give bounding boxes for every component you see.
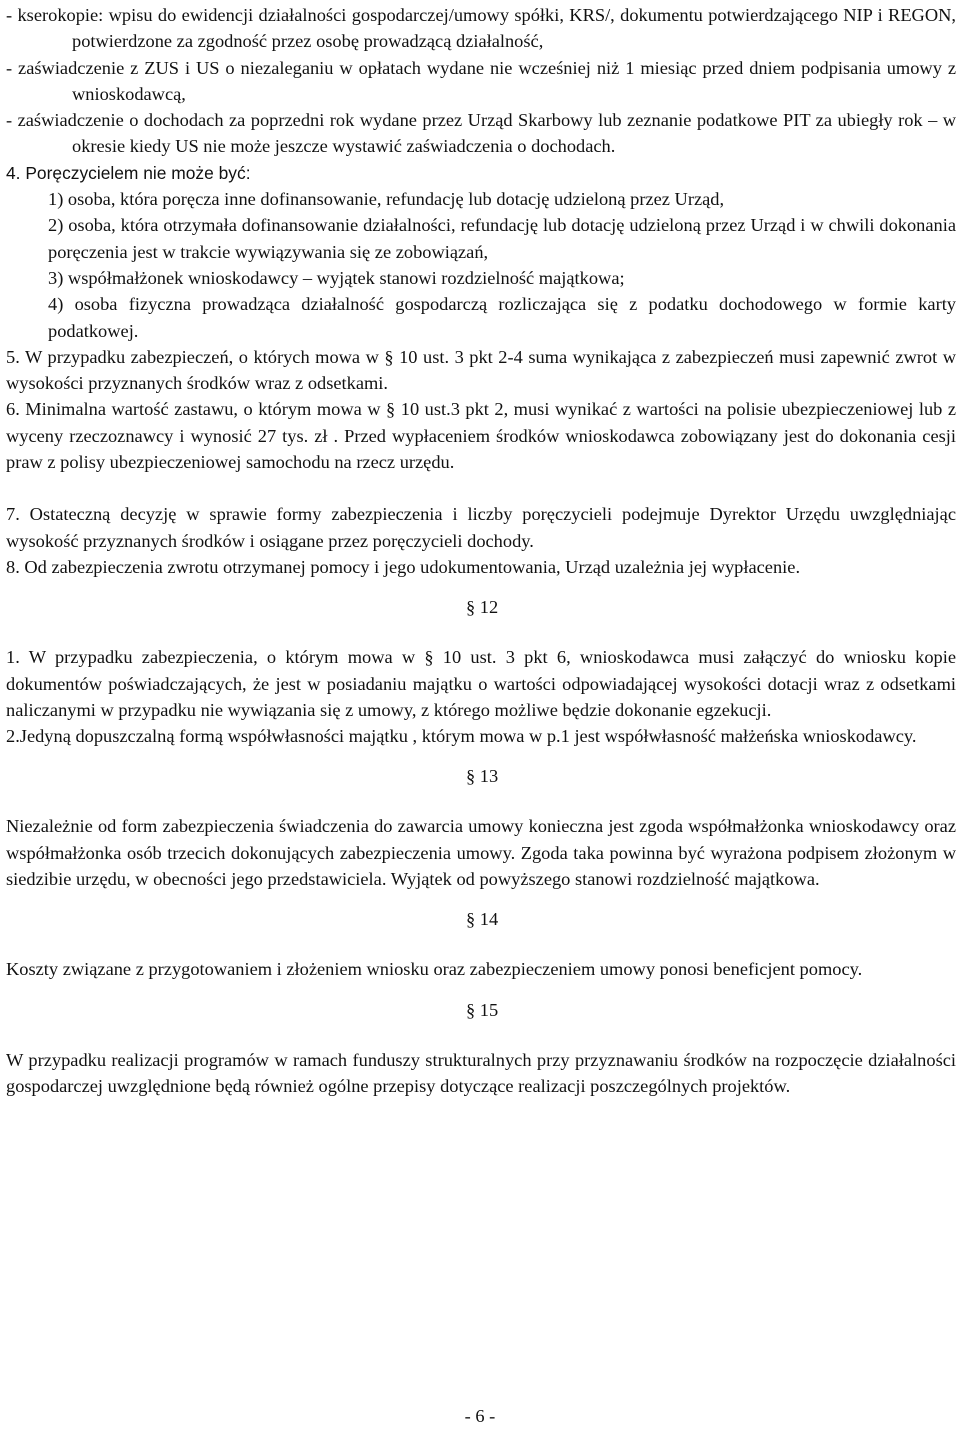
intro-item-documents: - kserokopie: wpisu do ewidencji działalności gospodarczej/umowy spółki, KRS/, dokumentu potwierdzającego NIP i REGON, potwierdzone za zgodność przez osobę prowadzącą działalność,	[6, 5, 956, 52]
section-14-paragraph: Koszty związane z przygotowaniem i złożeniem wniosku oraz zabezpieczeniem umowy ponosi beneficjent pomocy.	[6, 959, 863, 980]
point-4-heading: 4. Poręczycielem nie może być:	[6, 162, 251, 183]
section-12-paragraph-1: 1. W przypadku zabezpieczenia, o którym mowa w § 10 ust. 3 pkt 6, wnioskodawca musi załączyć do wniosku kopie dokumentów poświadczających, że jest w posiadaniu majątku o wartości odpowiadającej wysokości dotacji wraz z odsetkami naliczanymi w przypadku nie wywiązania się z umowy, z którego możliwe będzie dokonanie egzekucji.	[6, 647, 956, 720]
point-8: 8. Od zabezpieczenia zwrotu otrzymanej pomocy i jego udokumentowania, Urząd uzależnia jej wypłacenie.	[6, 556, 801, 577]
point-5: 5. W przypadku zabezpieczeń, o których mowa w § 10 ust. 3 pkt 2-4 suma wynikająca z zabezpieczeń musi zapewnić zwrot w wysokości przyznanych środków wraz z odsetkami.	[6, 346, 956, 394]
document-page	[6, 2, 956, 1099]
intro-item-zus-us-certificate: - zaświadczenie z ZUS i US o niezaleganiu w opłatach wydane nie wcześniej niż 1 miesiąc przed dniem podpisania umowy z wnioskodawcą,	[6, 57, 956, 104]
point-6: 6. Minimalna wartość zastawu, o którym mowa w § 10 ust.3 pkt 2, musi wynikać z wartości na polisie ubezpieczeniowej lub z wyceny rzeczoznawcy i wynosić 27 tys. zł . Przed wypłaceniem środków wnioskodawca zobowiązany jest do dokonania cesji praw z polisy ubezpieczeniowej samochodu na rzecz urzędu.	[6, 399, 956, 473]
point-4-item-1: 1) osoba, która poręcza inne dofinansowanie, refundację lub dotację udzieloną przez Urząd,	[48, 189, 725, 210]
section-13-paragraph: Niezależnie od form zabezpieczenia świadczenia do zawarcia umowy konieczna jest zgoda współmałżonka wnioskodawcy oraz współmałżonka osób trzecich dokonujących zabezpieczenia umowy. Zgoda taka powinna być wyrażona podpisem złożonym w siedzibie urzędu, w obecności jego przedstawiciela. Wyjątek od powyższego stanowi rozdzielność majątkowa.	[6, 816, 956, 890]
point-4-item-2: 2) osoba, która otrzymała dofinansowanie działalności, refundację lub dotację udzieloną przez Urząd i w chwili dokonania poręczenia jest w trakcie wywiązywania się ze zobowiązań,	[48, 215, 956, 262]
section-14-heading: § 14	[466, 909, 499, 930]
page-number: - 6 -	[464, 1406, 496, 1426]
spacer	[6, 475, 956, 501]
section-12-heading: § 12	[466, 597, 499, 618]
point-4-item-3: 3) współmałżonek wnioskodawcy – wyjątek stanowi rozdzielność majątkowa;	[48, 267, 625, 288]
section-13-heading: § 13	[466, 766, 499, 787]
intro-item-income-certificate: - zaświadczenie o dochodach za poprzedni rok wydane przez Urząd Skarbowy lub zeznanie podatkowe PIT za ubiegły rok – w okresie kiedy US nie może jeszcze wystawić zaświadczenia o dochodach.	[6, 110, 956, 157]
section-15-heading: § 15	[466, 999, 499, 1020]
point-7: 7. Ostateczną decyzję w sprawie formy zabezpieczenia i liczby poręczycieli podejmuje Dyrektor Urzędu uwzględniając wysokość przyznanych środków i osiągane przez poręczycieli dochody.	[6, 504, 956, 551]
point-4-item-4: 4) osoba fizyczna prowadząca działalność gospodarczą rozliczająca się z podatku dochodowego w formie karty podatkowej.	[48, 294, 956, 341]
section-12-paragraph-2: 2.Jedyną dopuszczalną formą współwłasności majątku , którym mowa w p.1 jest współwłasność małżeńska wnioskodawcy.	[6, 726, 917, 747]
section-15-paragraph: W przypadku realizacji programów w ramach funduszy strukturalnych przy przyznawaniu środków na rozpoczęcie działalności gospodarczej uwzględnione będą również ogólne przepisy dotyczące realizacji poszczególnych projektów.	[6, 1049, 956, 1096]
